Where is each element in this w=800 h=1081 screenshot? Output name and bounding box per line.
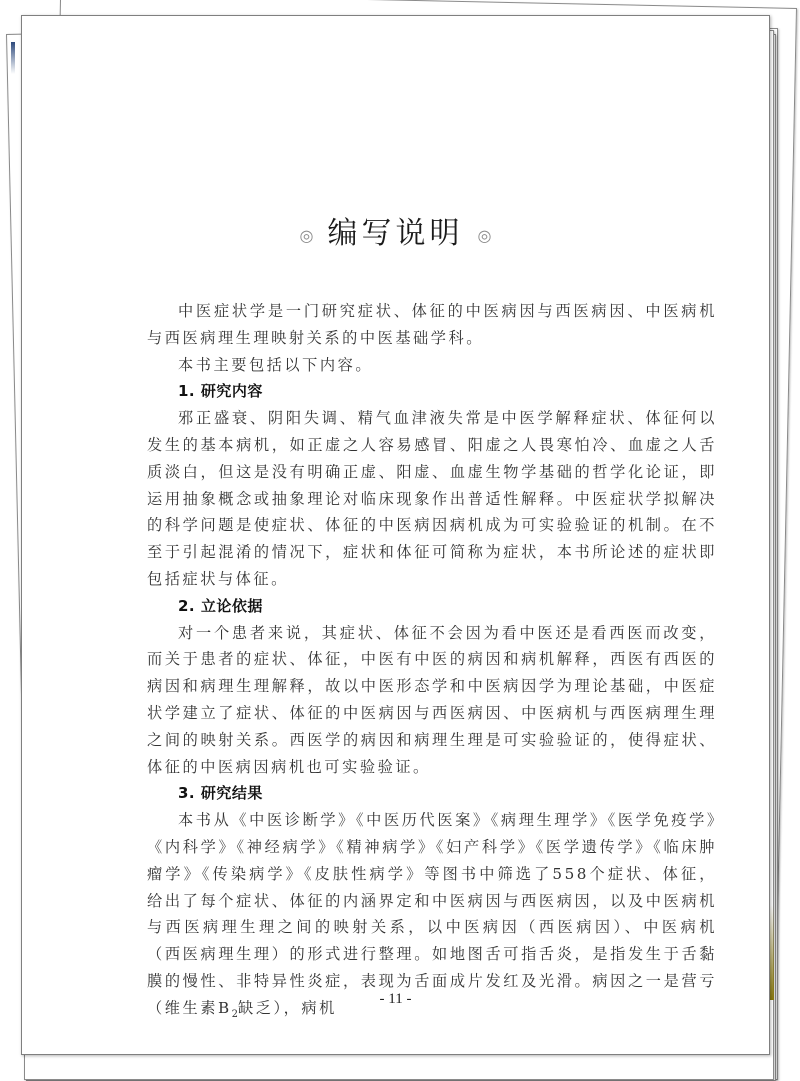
section-heading: 2. 立论依据	[178, 596, 263, 615]
page-title	[22, 208, 769, 252]
paragraph-text: 本书从《中医诊断学》《中医历代医案》《病理生理学》《医学免疫学》《内科学》《神经病学》《精神病学》《妇产科学》《医学遗传学》《临床肿瘤学》《传染病学》《皮肤性病学》等图书中筛选了558个症状、体征，给出了每个症状、体征的内涵界定和中医病因与西医病因，以及中医病机与西医病理生理之间的映射关系，以中医病因（西医病因）、中医病机（西医病理生理）的形式进行整理。如地图舌可指舌炎，是指发生于舌黏膜的慢性、非特异性炎症，表现为舌面成片发红及光滑。病因之一是营亏（维生素B	[147, 811, 717, 1017]
subscript: 2	[231, 1008, 239, 1020]
paragraph: 本书主要包括以下内容。	[178, 355, 374, 374]
page-number: - 11 -	[379, 991, 412, 1007]
document-page	[21, 15, 770, 1055]
paragraph: 对一个患者来说，其症状、体征不会因为看中医还是看西医而改变，而关于患者的症状、体征，中医有中医的病因和病机解释，西医有西医的病因和病理生理解释，故以中医形态学和中医病因学为理论基础，中医症状学建立了症状、体征的中医病因与西医病因、中医病机与西医病理生理之间的映射关系。西医学的病因和病理生理是可实验验证的，使得症状、体征的中医病因病机也可实验验证。	[147, 623, 717, 776]
ornament-icon: ◎	[299, 225, 314, 245]
section-heading: 1. 研究内容	[178, 382, 263, 401]
page-edge-accent-blue	[11, 42, 15, 74]
paragraph: 中医症状学是一门研究症状、体征的中医病因与西医病因、中医病机与西医病理生理映射关系的中医基础学科。	[147, 302, 717, 347]
ornament-icon: ◎	[477, 225, 492, 245]
paragraph-text: 缺乏），病机	[238, 998, 337, 1017]
section-heading: 3. 研究结果	[178, 784, 263, 803]
paragraph: 邪正盛衰、阴阳失调、精气血津液失常是中医学解释症状、体征何以发生的基本病机，如正虚之人容易感冒、阳虚之人畏寒怕冷、血虚之人舌质淡白，但这是没有明确正虚、阳虚、血虚生物学基础的哲学化论证，即运用抽象概念或抽象理论对临床现象作出普适性解释。中医症状学拟解决的科学问题是使症状、体征的中医病因病机成为可实验验证的机制。在不至于引起混淆的情况下，症状和体征可简称为症状，本书所论述的症状即包括症状与体征。	[147, 409, 717, 588]
document-body	[147, 298, 717, 1029]
title-text: 编写说明	[327, 216, 464, 251]
